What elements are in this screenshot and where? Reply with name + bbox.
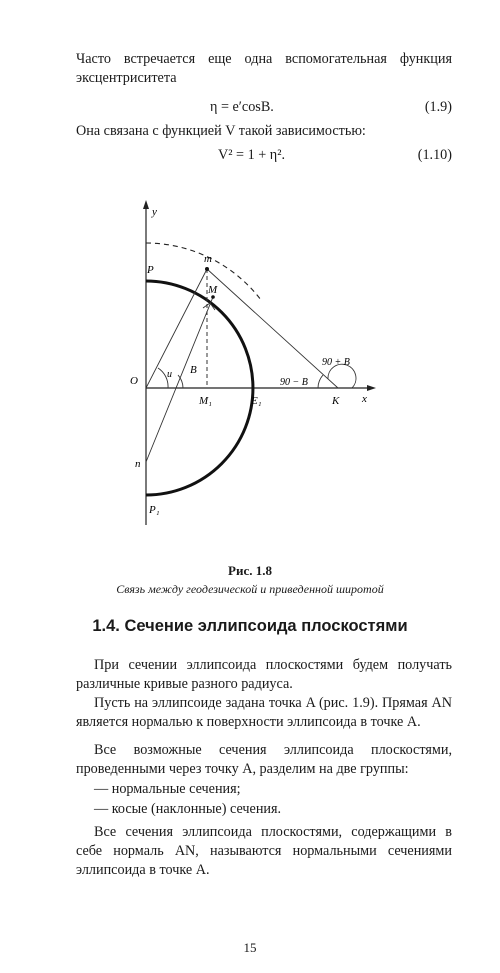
label-m: m [204, 253, 212, 265]
formula-eta: η = e′cosB. [210, 99, 274, 115]
point-m [205, 267, 209, 271]
label-P1: P₁ [149, 504, 160, 516]
section-heading: 1.4. Сечение эллипсоида плоскостями [92, 617, 408, 635]
figure-caption-subtitle: Связь между геодезической и приведенной широтой [116, 582, 384, 596]
label-O: O [130, 375, 138, 387]
intro-paragraph: Часто встречается еще одна вспомогательная функция эксцентриситета [76, 51, 452, 86]
page-number: 15 [243, 940, 257, 955]
list-item-normal-sections: — нормальные сечения; [94, 781, 241, 797]
label-K: K [332, 395, 340, 407]
figure-caption-title: Рис. 1.8 [228, 563, 272, 578]
label-M: M [208, 284, 218, 296]
label-x: x [362, 393, 367, 405]
section-paragraph-1: При сечении эллипсоида плоскостями будем получать различные кривые разного радиуса. [76, 657, 452, 692]
formula-v: V² = 1 + η². [218, 147, 286, 163]
auxiliary-circle-arc [146, 243, 261, 300]
angle-90minusB-arc [318, 375, 323, 388]
figure-1-8 [0, 195, 500, 555]
tangent-line-m-K [207, 269, 338, 388]
list-item-oblique-sections: — косые (наклонные) сечения. [94, 801, 282, 817]
label-B: B [190, 364, 197, 376]
label-M1: M₁ [199, 395, 212, 407]
label-90-plus-B: 90 + B [322, 357, 350, 368]
label-P: P [147, 264, 154, 276]
label-E1: E₁ [251, 395, 262, 407]
label-y: y [152, 206, 157, 218]
relation-paragraph: Она связана с функцией V такой зависимостью: [76, 123, 366, 139]
label-90-minus-B: 90 − B [280, 377, 308, 388]
equation-number-1-10: (1.10) [417, 147, 452, 163]
y-axis-arrow [143, 200, 149, 209]
section-paragraph-2: Пусть на эллипсоиде задана точка A (рис. 1.9). Прямая AN является нормалью к поверхности эллипсоида в точке A. [76, 695, 452, 730]
section-paragraph-3: Все возможные сечения эллипсоида плоскостями, проведенными через точку А, разделим на две группы: [76, 742, 452, 777]
equation-number-1-9: (1.9) [424, 99, 452, 115]
section-paragraph-4: Все сечения эллипсоида плоскостями, содержащими в себе нормаль AN, называются нормальными сечениями эллипсоида в точке A. [76, 824, 452, 878]
label-u: u [167, 369, 172, 380]
label-n: n [135, 458, 141, 470]
x-axis-arrow [367, 385, 376, 391]
